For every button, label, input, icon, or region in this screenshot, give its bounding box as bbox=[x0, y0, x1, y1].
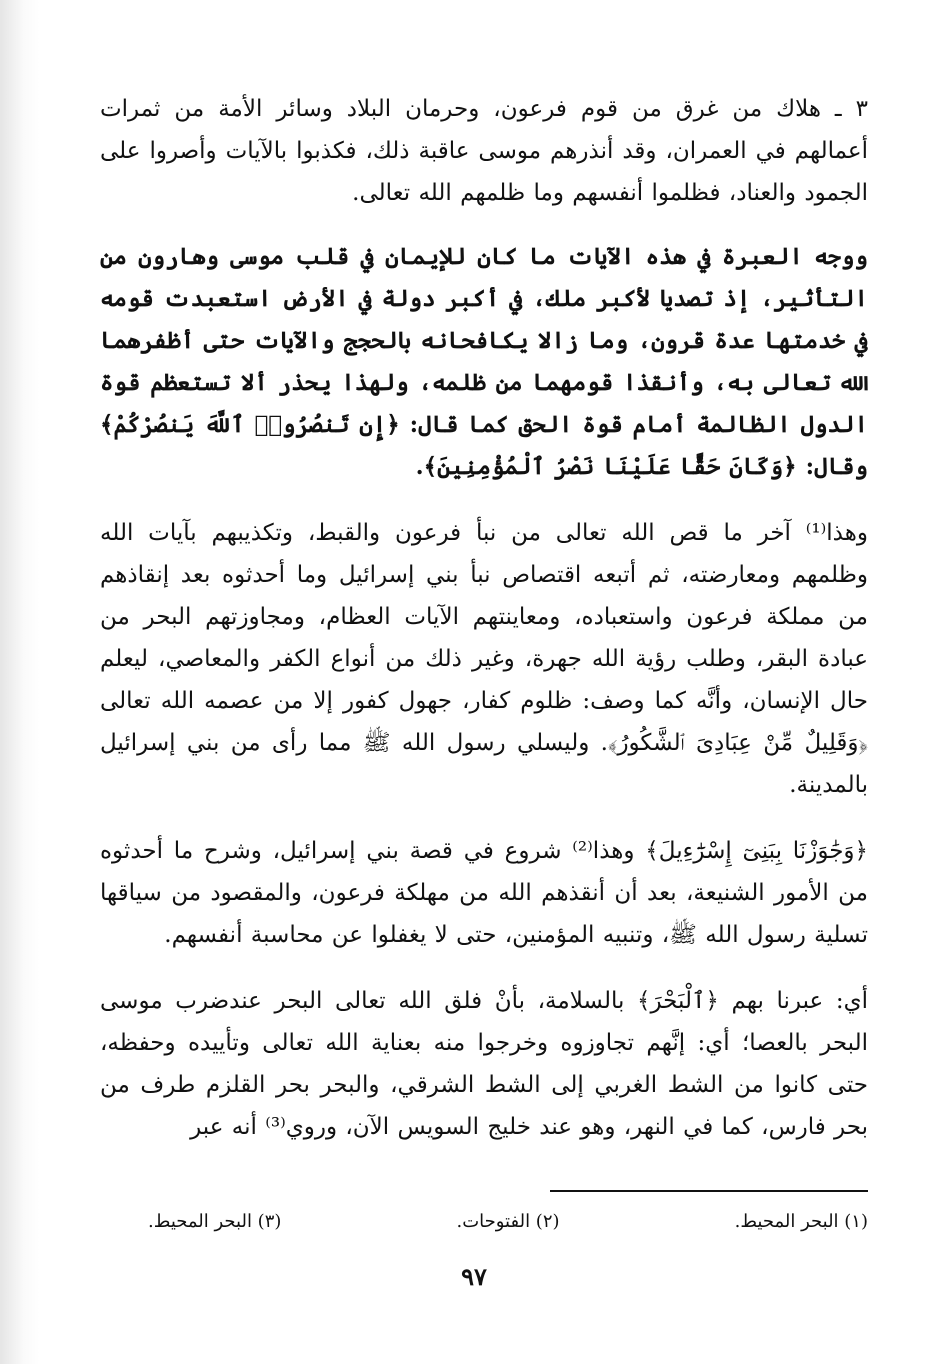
page-number: ٩٧ bbox=[461, 1262, 487, 1291]
paragraph-pharaoh-story-end: وهذا⁽¹⁾ آخر ما قص الله تعالى من نبأ فرعون والقبط، وتكذيبهم بآيات الله وظلمهم ومعارضته، ثم أتبعه اقتصاص نبأ بني إسرائيل وما أحدثوه بعد إنقاذهم من مملكة فرعون واستعباده، ومعاينتهم الآيات العظام، ومجاوزتهم البحر من عبادة البقر، وطلب رؤية الله جهرة، وغير ذلك من أنواع الكفر والمعاصي، ليعلم حال الإنسان، وأنَّه كما وصف: ظلوم كفار، جهول كفور إلا من عصمه الله تعالى ﴿وَقَلِيلٌ مِّنْ عِبَادِىَ ٱلشَّكُورُ﴾. وليسلي رسول الله ﷺ مما رأى من بني إسرائيل بالمدينة. bbox=[100, 520, 868, 798]
footnote-separator bbox=[550, 1190, 868, 1192]
footnote-2: (٢) الفتوحات. bbox=[456, 1211, 560, 1232]
paragraph-israel-story-start: ﴿وَجَٰوَزْنَا بِبَنِىٓ إِسْرَٰٓءِيلَ﴾ وهذا⁽²⁾ شروع في قصة بني إسرائيل، وشرح ما أحدثوه من الأمور الشنيعة، بعد أن أنقذهم الله من مهلكة فرعون، والمقصود من سياقها تسلية رسول الله ﷺ، وتنبيه المؤمنين، حتى لا يغفلوا عن محاسبة أنفسهم. bbox=[100, 838, 868, 948]
paragraph-consequences: ٣ ـ هلاك من غرق من قوم فرعون، وحرمان البلاد وسائر الأمة من ثمرات أعمالهم في العمران، وقد أنذرهم موسى عاقبة ذلك، فكذبوا بالآيات وأصروا على الجمود والعناد، فظلموا أنفسهم وما ظلمهم الله تعالى. bbox=[100, 96, 868, 206]
page-edge-shadow bbox=[0, 0, 40, 1364]
footnotes bbox=[148, 1208, 868, 1238]
footnote-1: (١) البحر المحيط. bbox=[734, 1211, 868, 1232]
paragraph-lesson: ووجه العبرة في هذه الآيات ما كان للإيمان في قلب موسى وهارون من التأثير، إذ تصديا لأكبر ملك، في أكبر دولة في الأرض استعبدت قومه في خدمتها عدة قرون، وما زالا يكافحانه بالحجج والآيات حتى أظفرهما الله تعالى به، وأنقذا قومهما من ظلمه، ولهذا يحذر ألا تستعظم قوة الدول الظالمة أمام قوة الحق كما قال: ﴿إِن تَنصُرُوا۟ ٱللَّهَ يَنصُرْكُمْ﴾ وقال: ﴿وَكَانَ حَقًّا عَلَيْنَا نَصْرُ ٱلْمُؤْمِنِينَ﴾. bbox=[100, 243, 868, 480]
footnote-3: (٣) البحر المحيط. bbox=[148, 1211, 282, 1232]
page-body bbox=[100, 88, 868, 1148]
paragraph-crossing-sea: أي: عبرنا بهم ﴿ٱلْبَحْرَ﴾ بالسلامة، بأنْ فلق الله تعالى البحر عندضرب موسى البحر بالعصا؛ أي: إنَّهم تجاوزوه وخرجوا منه بعناية الله تعالى وتأييده وحفظه، حتى كانوا من الشط الغربي إلى الشط الشرقي، والبحر بحر القلزم طرف من بحر فارس، كما في النهر، وهو عند خليج السويس الآن، وروي⁽³⁾ أنه عبر bbox=[100, 988, 868, 1140]
